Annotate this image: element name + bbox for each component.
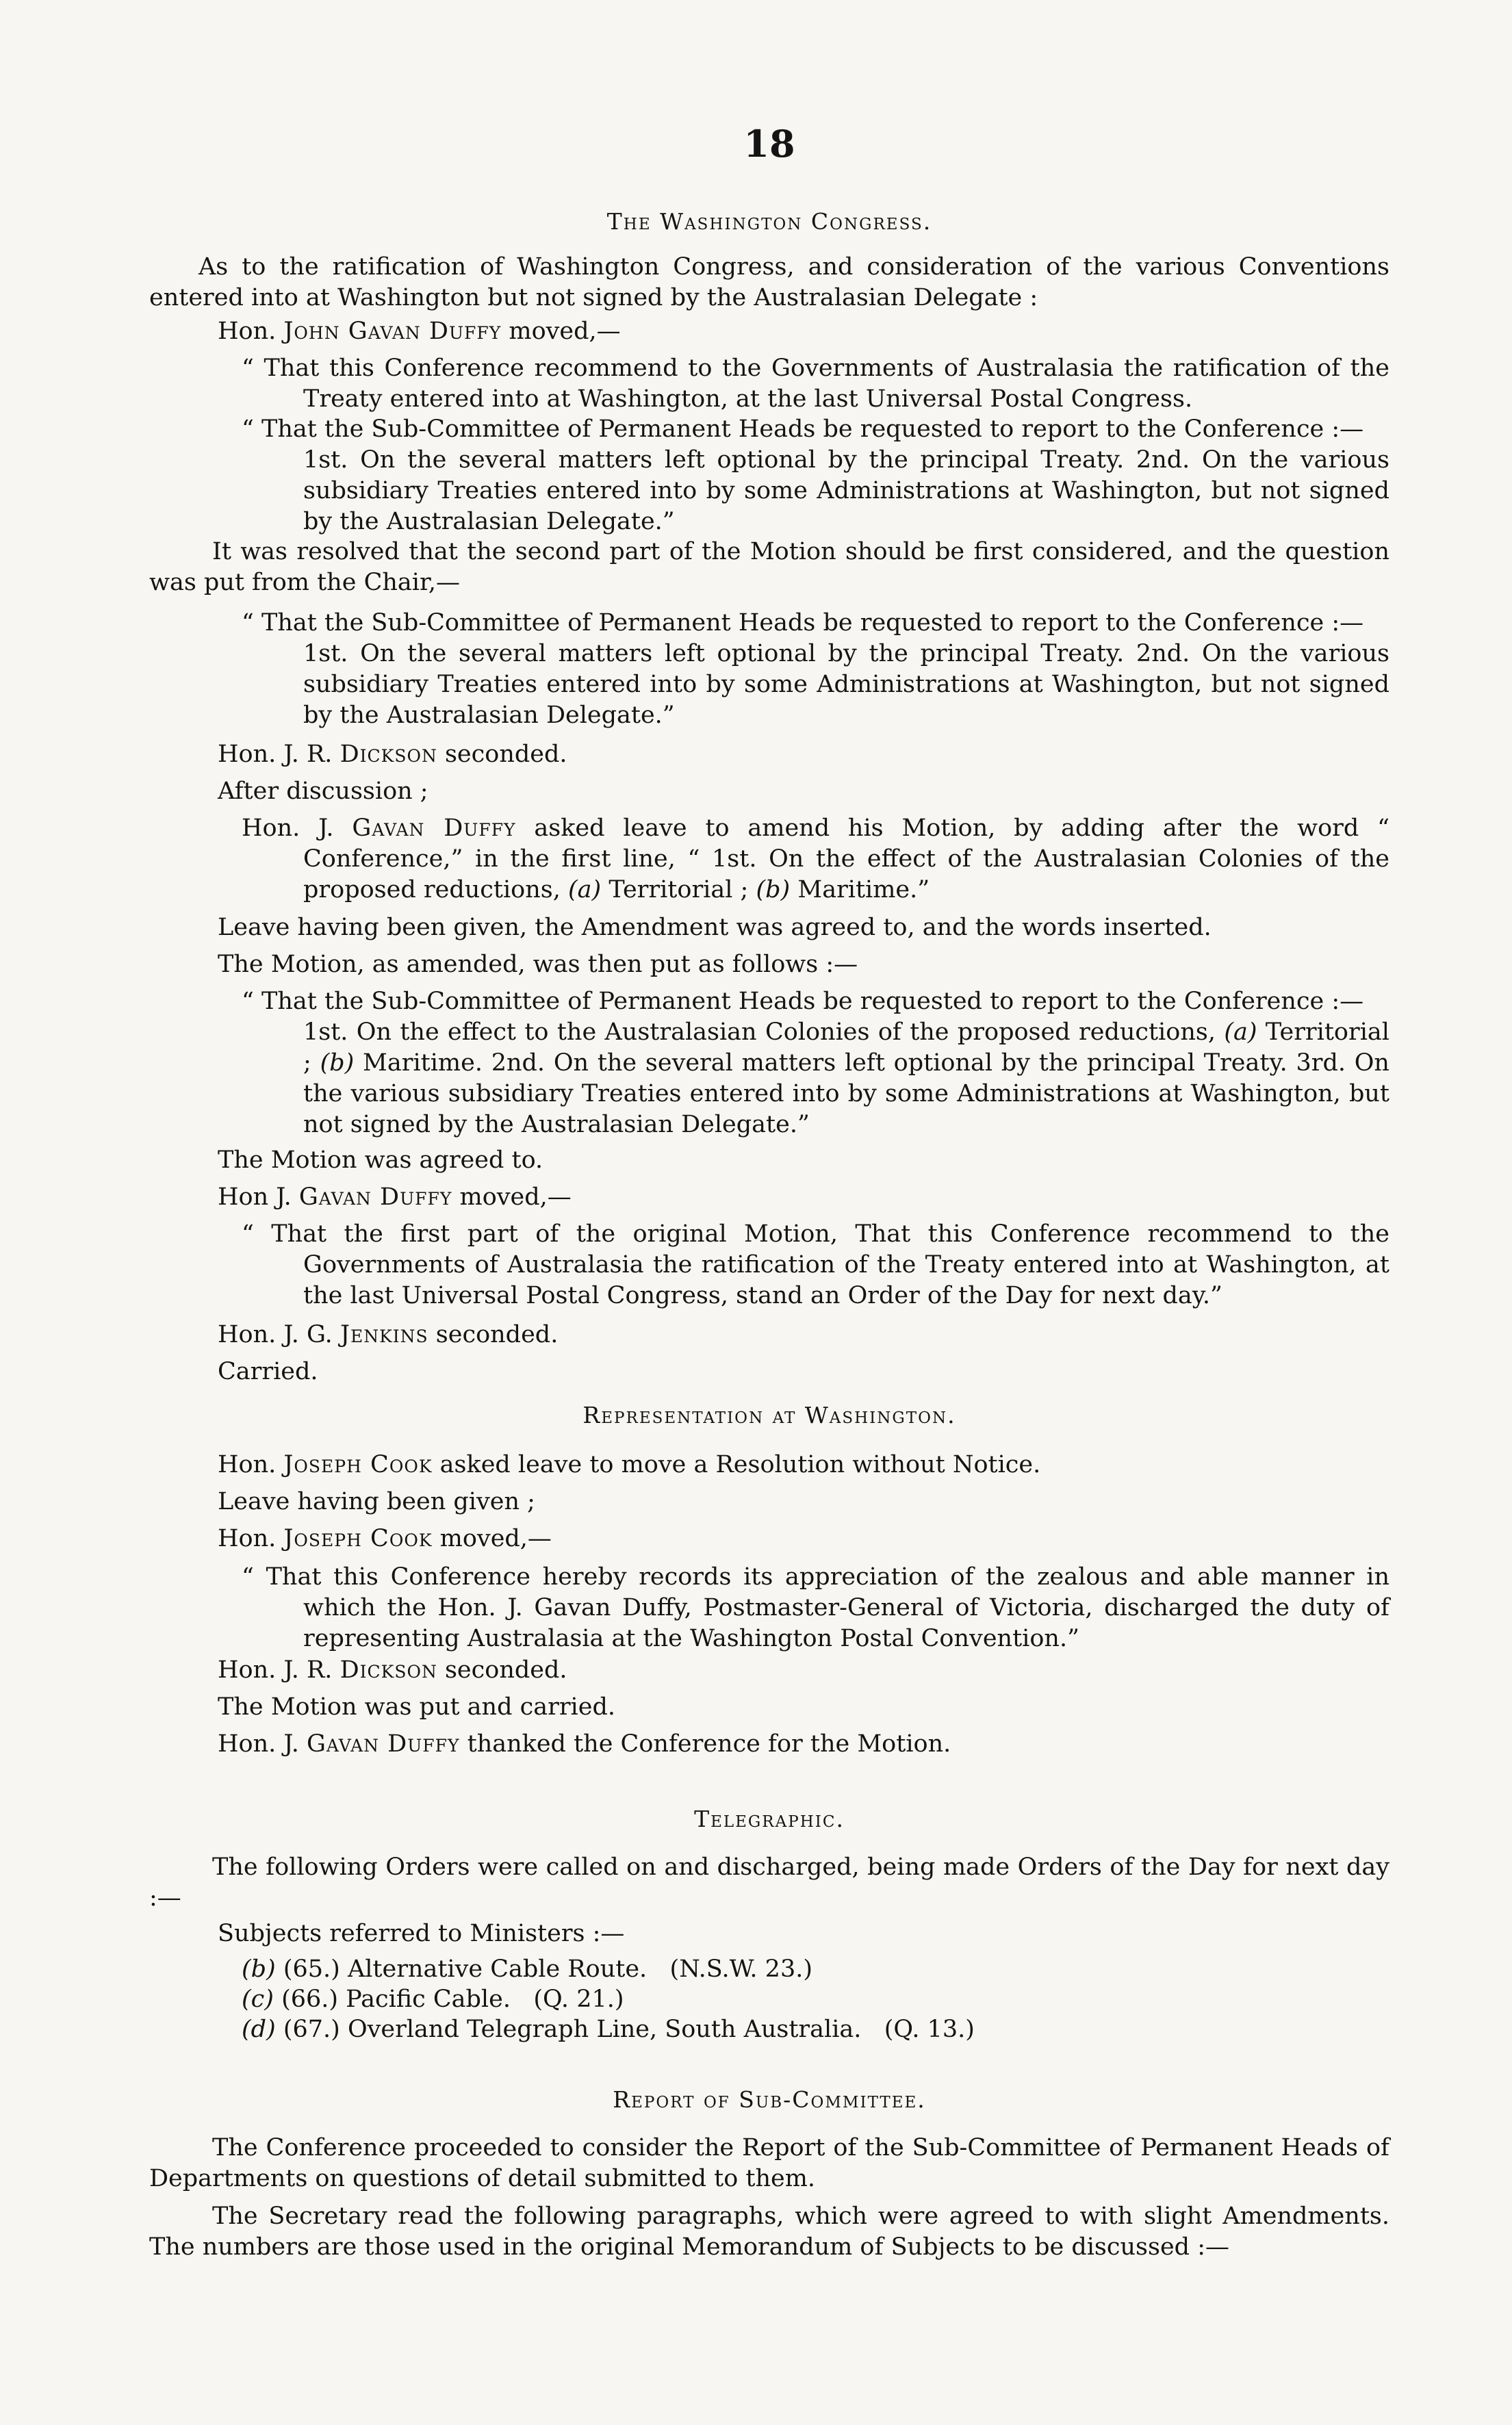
quote-chair-items: 1st. On the several matters left optional by the principal Treaty. 2nd. On the various subsidiary Treaties entered into by some Administrations at Washington, but not signed by the Australasian Delegate.”	[303, 640, 1389, 729]
member-name-john-gavan-duffy: John Gavan Duffy	[283, 318, 502, 345]
label-a: (a)	[567, 876, 602, 903]
item-text: (67.) Overland Telegraph Line, South Australia. (Q. 13.)	[283, 2016, 975, 2043]
seconded-text: seconded.	[444, 1656, 567, 1684]
paragraph-orders-discharged: The following Orders were called on and discharged, being made Orders of the Day for next day :—	[149, 1853, 1389, 1912]
quote-subcommittee-lead: “ That the Sub-Committee of Permanent Heads be requested to report to the Conference :—	[242, 415, 1364, 443]
moved-text: moved,—	[509, 318, 621, 345]
territorial-text: Territorial ;	[303, 1018, 1389, 1077]
quote-ratification-motion: “ That this Conference recommend to the Governments of Australasia the ratification of the Treaty entered into at Washington, at the last Universal Postal Congress.	[242, 355, 1389, 413]
member-name-gavan-duffy: Gavan Duffy	[306, 1730, 460, 1758]
hon-label: Hon. J.	[242, 814, 334, 842]
hon-label: Hon. J.	[218, 1730, 299, 1758]
paragraph-cook-leave	[218, 1450, 1040, 1480]
quote-amended-items	[303, 1017, 1389, 1140]
hon-label: Hon.	[218, 1525, 277, 1552]
hon-label: Hon. J. R.	[218, 741, 333, 768]
thanks-text: thanked the Conference for the Motion.	[467, 1730, 951, 1758]
list-item	[242, 2014, 975, 2045]
section-heading-report: Report of Sub-Committee.	[613, 2086, 926, 2113]
maritime-text: Maritime.”	[797, 876, 930, 903]
amend-text: asked leave to amend his Motion, by adding after the word “ Conference,” in the first line, “ 1st. On the effect of the Australasian Colonies of the proposed reductions,	[303, 814, 1389, 903]
paragraph-jenkins-seconded	[218, 1320, 558, 1350]
paragraph-dickson-seconded-2	[218, 1655, 567, 1686]
paragraph-duffy-moved	[218, 316, 621, 347]
paragraph-as-amended: The Motion, as amended, was then put as follows :—	[218, 951, 858, 978]
item-text: (65.) Alternative Cable Route. (N.S.W. 23.)	[283, 1955, 812, 1983]
member-name-jenkins: Jenkins	[339, 1321, 428, 1348]
item-label: (d)	[242, 2016, 276, 2043]
paragraph-resolved: It was resolved that the second part of the Motion should be first considered, and the question was put from the Chair,—	[149, 538, 1389, 596]
quote-amended-motion	[242, 986, 1389, 1140]
paragraph-cook-moved	[218, 1524, 552, 1554]
member-name-joseph-cook: Joseph Cook	[283, 1525, 433, 1552]
member-name-gavan-duffy: Gavan Duffy	[352, 814, 516, 842]
section-heading-washington-congress: The Washington Congress.	[606, 208, 932, 235]
label-b: (b)	[320, 1049, 355, 1077]
quote-amended-lead: “ That the Sub-Committee of Permanent Heads be requested to report to the Conference :—	[242, 988, 1364, 1015]
quote-appreciation: “ That this Conference hereby records its appreciation of the zealous and able manner in which the Hon. J. Gavan Duffy, Postmaster-General of Victoria, discharged the duty of representing Australasia at the Washington Postal Convention.”	[242, 1563, 1389, 1652]
hon-label: Hon. J. R.	[218, 1656, 333, 1684]
section-heading-representation: Representation at Washington.	[582, 1402, 956, 1428]
items-part-1: 1st. On the effect to the Australasian Colonies of the proposed reductions,	[303, 1018, 1216, 1046]
territorial-text: Territorial ;	[608, 876, 749, 903]
quote-subcommittee-motion	[242, 414, 1389, 537]
quote-chair-lead: “ That the Sub-Committee of Permanent Heads be requested to report to the Conference :—	[242, 609, 1364, 637]
paragraph-intro: As to the ratification of Washington Congress, and consideration of the various Conventions entered into at Washington but not signed by the Australasian Delegate :	[149, 253, 1389, 311]
seconded-text: seconded.	[435, 1321, 559, 1348]
paragraph-report-consider: The Conference proceeded to consider the Report of the Sub-Committee of Permanent Heads of Departments on questions of detail submitted to them.	[149, 2134, 1389, 2192]
paragraph-amend-motion	[242, 813, 1389, 906]
moved-text: moved,—	[459, 1183, 572, 1211]
moved-text: moved,—	[439, 1525, 552, 1552]
member-name-gavan-duffy: Gavan Duffy	[298, 1183, 452, 1211]
quote-question-from-chair	[242, 608, 1389, 731]
label-b: (b)	[756, 876, 791, 903]
paragraph-duffy-thanks	[218, 1729, 951, 1760]
paragraph-carried: Carried.	[218, 1358, 318, 1385]
item-label: (b)	[242, 1955, 276, 1983]
hon-label: Hon.	[218, 1451, 277, 1478]
paragraph-after-discussion: After discussion ;	[218, 778, 428, 805]
hon-label: Hon. J. G.	[218, 1321, 333, 1348]
paragraph-secretary-read: The Secretary read the following paragraphs, which were agreed to with slight Amendments. The numbers are those used in the original Memorandum of Subjects to be discussed :—	[149, 2203, 1389, 2261]
member-name-dickson: Dickson	[339, 741, 437, 768]
seconded-text: seconded.	[444, 741, 567, 768]
section-heading-telegraphic: Telegraphic.	[694, 1806, 845, 1832]
quote-subcommittee-items: 1st. On the several matters left optional by the principal Treaty. 2nd. On the various subsidiary Treaties entered into by some Administrations at Washington, but not signed by the Australasian Delegate.”	[303, 446, 1389, 535]
leave-text: asked leave to move a Resolution without Notice.	[439, 1451, 1041, 1478]
paragraph-put-carried: The Motion was put and carried.	[218, 1693, 615, 1721]
hon-label: Hon J.	[218, 1183, 292, 1211]
list-item	[242, 1984, 624, 2015]
items-part-2: Maritime. 2nd. On the several matters left optional by the principal Treaty. 3rd. On the various subsidiary Treaties entered into by some Administrations at Washington, but not signed by the Australasian Delegate.”	[303, 1049, 1389, 1138]
list-item	[242, 1954, 812, 1985]
item-label: (c)	[242, 1986, 274, 2013]
label-a: (a)	[1224, 1018, 1257, 1046]
member-name-dickson: Dickson	[339, 1656, 437, 1684]
paragraph-duffy-moved-2	[218, 1182, 572, 1213]
paragraph-dickson-seconded	[218, 739, 567, 770]
item-text: (66.) Pacific Cable. (Q. 21.)	[281, 1986, 624, 2013]
paragraph-subjects-referred: Subjects referred to Ministers :—	[218, 1920, 625, 1947]
hon-label: Hon.	[218, 318, 277, 345]
paragraph-leave-given-2: Leave having been given ;	[218, 1488, 535, 1515]
paragraph-leave-given: Leave having been given, the Amendment was agreed to, and the words inserted.	[218, 914, 1212, 941]
member-name-joseph-cook: Joseph Cook	[283, 1451, 433, 1478]
paragraph-motion-agreed: The Motion was agreed to.	[218, 1146, 543, 1174]
quote-order-of-day: “ That the first part of the original Motion, That this Conference recommend to the Governments of Australasia the ratification of the Treaty entered into at Washington, at the last Universal Postal Congress, stand an Order of the Day for next day.”	[242, 1220, 1389, 1309]
page-number: 18	[743, 122, 795, 166]
